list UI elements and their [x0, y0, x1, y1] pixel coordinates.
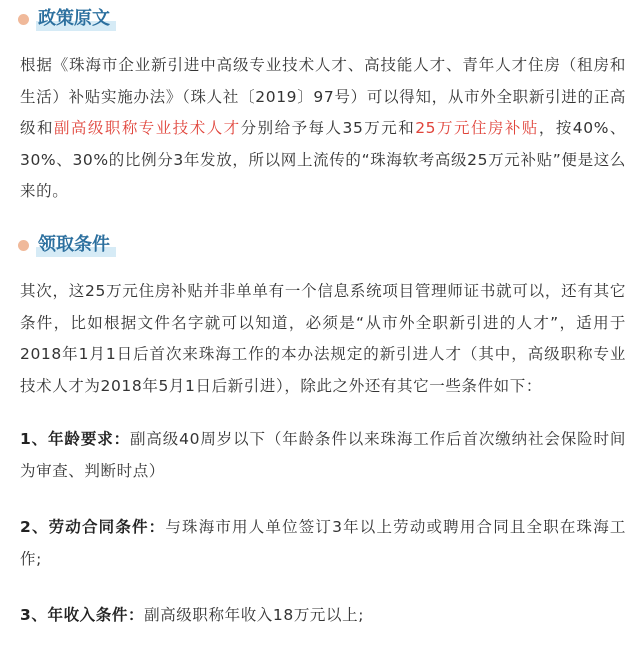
section-heading-policy: [18, 6, 114, 32]
bullet-dot-icon: [18, 14, 29, 25]
highlight-amount: 25万元住房补贴: [415, 119, 539, 137]
condition-item-income: 3、年收入条件：副高级职称年收入18万元以上;: [20, 606, 365, 624]
conditions-paragraph: 其次，这25万元住房补贴并非单单有一个信息系统项目管理师证书就可以，还有其它条件，比如根据文件名字就可以知道，必须是“从市外全职新引进的人才”，适用于2018年1月1日后首次来珠海工作的本办法规定的新引进人才（其中，高级职称专业技术人才为2018年5月1日后新引进），除此之外还有其它一些条件如下：: [20, 282, 626, 395]
condition-item-contract: 2、劳动合同条件：与珠海市用人单位签订3年以上劳动或聘用合同且全职在珠海工作;: [20, 518, 627, 568]
heading-label: 政策原文: [36, 7, 114, 31]
highlight-title: 副高级职称专业技术人才: [53, 119, 241, 137]
section-heading-conditions: [18, 232, 114, 258]
condition-item-age: 1、年龄要求：副高级40周岁以下（年龄条件以来珠海工作后首次缴纳社会保险时间为审查、判断时点）: [20, 430, 626, 480]
policy-paragraph: 根据《珠海市企业新引进中高级专业技术人才、高技能人才、青年人才住房（租房和生活）补贴实施办法》（珠人社〔2019〕97号）可以得知，从市外全职新引进的正高级和副高级职称专业技术人才分别给予每人35万元和25万元住房补贴，按40%、30%、30%的比例分3年发放，所以网上流传的“珠海软考高级25万元补贴”便是这么来的。: [20, 56, 627, 200]
bullet-dot-icon: [18, 240, 29, 251]
heading-label: 领取条件: [36, 233, 114, 257]
